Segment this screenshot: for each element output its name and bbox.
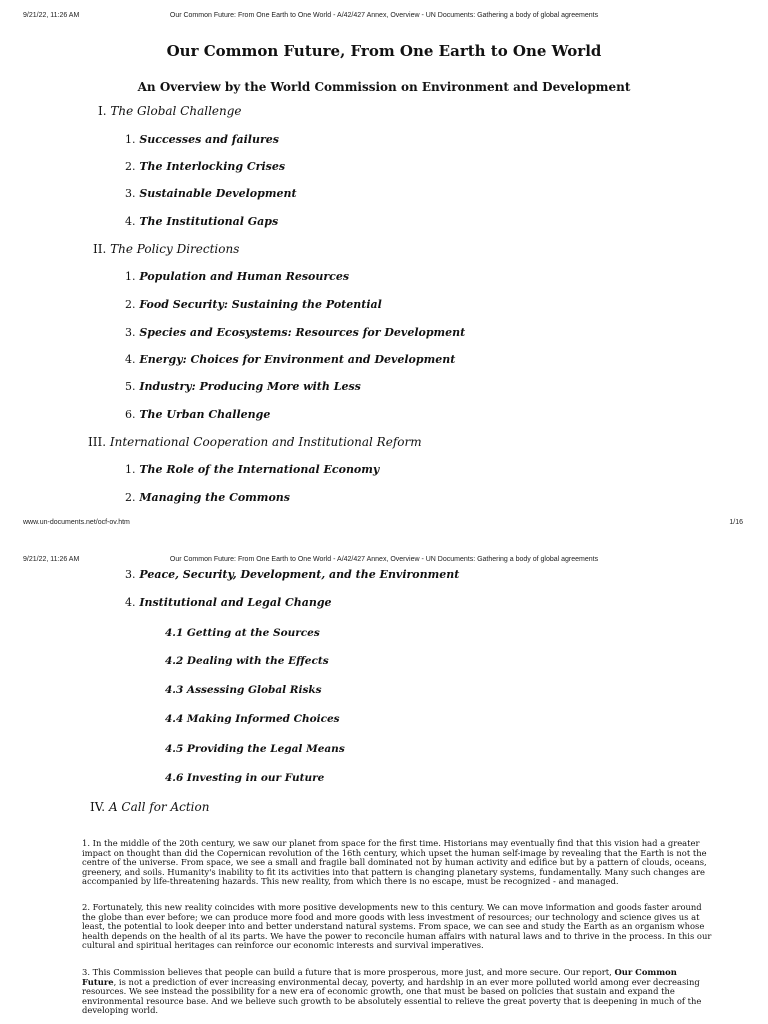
print-url: www.un-documents.net/ocf-ov.htm: [23, 519, 130, 526]
document-subtitle: An Overview by the World Commission on Environment and Development: [137, 80, 631, 94]
toc-item[interactable]: 4. Energy: Choices for Environment and Development: [125, 353, 456, 366]
paragraph-2: 2. Fortunately, this new reality coincides with more positive developments new to this century. We can move information and goods faster around the globe than ever before; we can produce more food and more goods with less investment of resources; our technology and science gives us at least, the potential to look deeper into and better understand natural systems. From space, we can see and study the Earth as an organism whose health depends on the health of al its parts. We have the power to reconcile human affairs with natural laws and to thrive in the process. In this our cultural and spiritual heritages can reinforce our economic interests and survival imperatives.: [82, 902, 712, 951]
toc-item[interactable]: 3. Peace, Security, Development, and the Environment: [125, 568, 460, 581]
toc-item[interactable]: 1. Successes and failures: [125, 133, 279, 146]
print-page-number: 1/16: [729, 519, 743, 526]
toc-item[interactable]: 2. The Interlocking Crises: [125, 160, 286, 173]
report-title-emphasis: Our Common Future: [82, 967, 677, 987]
toc-item[interactable]: 6. The Urban Challenge: [125, 408, 271, 421]
print-title: Our Common Future: From One Earth to One World - A/42/427 Annex, Overview - UN Documents: Gathering a body of global agreements: [169, 556, 599, 563]
toc-subitem[interactable]: 4.4 Making Informed Choices: [165, 713, 340, 725]
toc-subitem[interactable]: 4.3 Assessing Global Risks: [165, 684, 322, 696]
print-datetime: 9/21/22, 11:26 AM: [23, 556, 80, 563]
toc-section-title: The Policy Directions: [110, 242, 240, 256]
toc-item[interactable]: 1. The Role of the International Economy: [125, 463, 380, 476]
toc-item[interactable]: 2. Food Security: Sustaining the Potential: [125, 298, 382, 311]
print-datetime: 9/21/22, 11:26 AM: [23, 12, 80, 19]
toc-section-title: A Call for Action: [108, 800, 210, 814]
toc-section-title: The Global Challenge: [110, 104, 242, 118]
toc-item[interactable]: 3. Species and Ecosystems: Resources for Development: [125, 326, 466, 339]
toc-section-3[interactable]: III. International Cooperation and Institutional Reform: [88, 435, 422, 449]
toc-item[interactable]: 4. The Institutional Gaps: [125, 215, 279, 228]
toc-subitem[interactable]: 4.2 Dealing with the Effects: [165, 655, 329, 667]
paragraph-3: 3. This Commission believes that people can build a future that is more prosperous, more just, and more secure. Our report, Our Common Future, is not a prediction of ever increasing environmental decay, poverty, and hardship in an ever more polluted world among ever decreasing resources. We see instead the possibility for a new era of economic growth, one that must be based on policies that sustain and expand the environmental resource base. And we believe such growth to be absolutely essential to relieve the great poverty that is deepening in much of the developing world.: [82, 967, 702, 1016]
print-title: Our Common Future: From One Earth to One World - A/42/427 Annex, Overview - UN Documents: Gathering a body of global agreements: [169, 12, 599, 19]
toc-item[interactable]: 1. Population and Human Resources: [125, 270, 350, 283]
toc-section-4[interactable]: IV. A Call for Action: [90, 800, 210, 814]
toc-item[interactable]: 2. Managing the Commons: [125, 491, 290, 504]
toc-subitem[interactable]: 4.6 Investing in our Future: [165, 772, 325, 784]
print-header: [0, 12, 768, 26]
paragraph-1: 1. In the middle of the 20th century, we saw our planet from space for the first time. Historians may eventually find that this vision had a greater impact on thought than did the Copernican revolution of the 16th century, which upset the human self-image by revealing that the Earth is not the centre of the universe. From space, we see a small and fragile ball dominated not by human activity and edifice but by a pattern of clouds, oceans, greenery, and soils. Humanity's inability to fit its activities into that pattern is changing planetary systems, fundamentally. Many such changes are accompanied by life-threatening hazards. This new reality, from which there is no escape, must be recognized - and managed.: [82, 838, 707, 887]
toc-section-2[interactable]: II. The Policy Directions: [93, 242, 240, 256]
toc-item[interactable]: 4. Institutional and Legal Change: [125, 596, 332, 609]
toc-section-1[interactable]: I. The Global Challenge: [98, 104, 242, 118]
document-title: Our Common Future, From One Earth to One World: [166, 42, 602, 60]
toc-subitem[interactable]: 4.5 Providing the Legal Means: [165, 743, 345, 755]
toc-item[interactable]: 5. Industry: Producing More with Less: [125, 380, 361, 393]
toc-item[interactable]: 3. Sustainable Development: [125, 187, 297, 200]
toc-section-title: International Cooperation and Institutional Reform: [109, 435, 422, 449]
toc-subitem[interactable]: 4.1 Getting at the Sources: [165, 627, 320, 639]
